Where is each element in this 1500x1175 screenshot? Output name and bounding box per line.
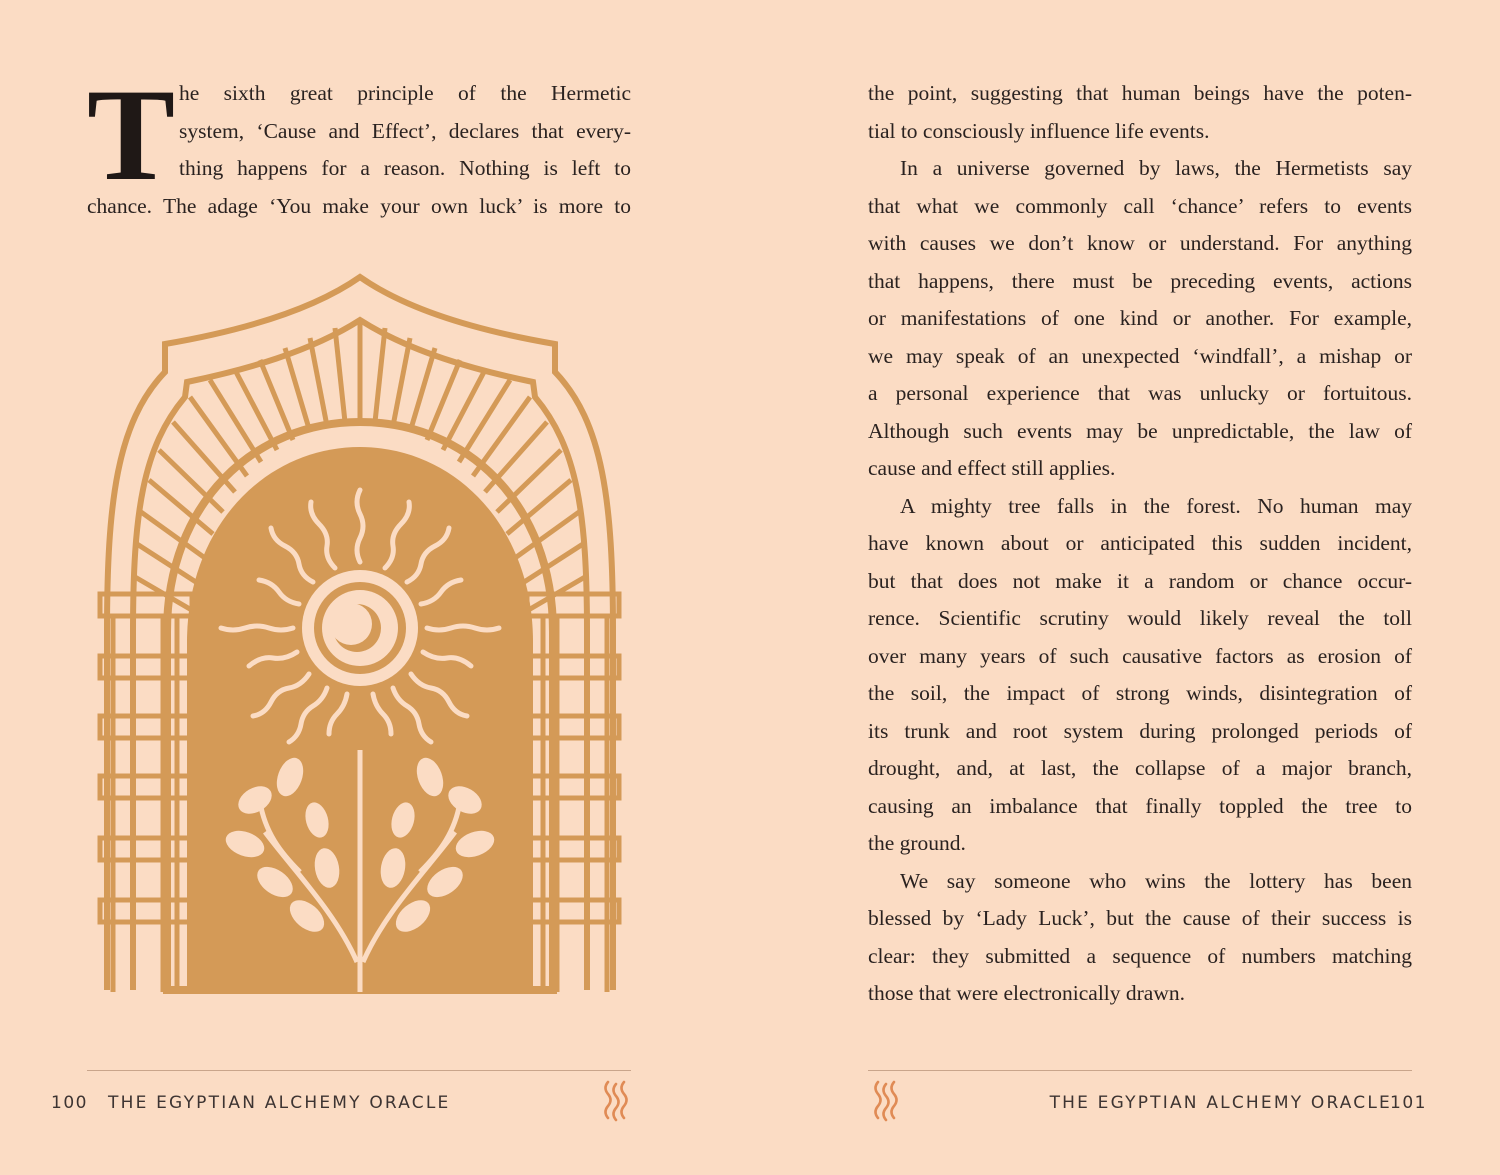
text-line: with causes we don’t know or understand. For anything: [868, 231, 1412, 255]
text-line: over many years of such causative factors as erosion of: [868, 643, 1412, 668]
text-line: Although such events may be unpredictable, the law of: [868, 418, 1412, 443]
page-number: 100: [51, 1093, 88, 1113]
running-title: THE EGYPTIAN ALCHEMY ORACLE: [1049, 1093, 1392, 1113]
text-line: blessed by ‘Lady Luck’, but the cause of their success is: [868, 906, 1412, 930]
text-line: a personal experience that was unlucky or fortuitous.: [868, 381, 1412, 405]
text-line: causing an imbalance that finally toppled the tree to: [868, 793, 1412, 818]
text-line: have known about or anticipated this sudden incident,: [868, 531, 1412, 555]
text-line: the point, suggesting that human beings have the poten-: [868, 81, 1412, 105]
text-line: its trunk and root system during prolonged periods of: [868, 718, 1412, 743]
text-line: system, ‘Cause and Effect’, declares that every-: [179, 118, 631, 143]
text-line: rence. Scientific scrutiny would likely reveal the toll: [868, 606, 1412, 630]
text-line: but that does not make it a random or chance occur-: [868, 568, 1412, 593]
archway-sun-moon-plant-illustration: [95, 272, 625, 998]
text-line: that what we commonly call ‘chance’ refers to events: [868, 193, 1412, 218]
text-line: the ground.: [868, 831, 966, 855]
text-line: chance. The adage ‘You make your own luck’ is more to: [87, 193, 631, 218]
left-body-text: [87, 61, 631, 225]
text-line: those that were electronically drawn.: [868, 981, 1185, 1005]
text-line: that happens, there must be preceding events, actions: [868, 268, 1412, 293]
text-line: drought, and, at last, the collapse of a major branch,: [868, 756, 1412, 780]
text-line: we may speak of an unexpected ‘windfall’, a mishap or: [868, 343, 1412, 368]
drop-cap: T: [87, 61, 176, 208]
text-line: or manifestations of one kind or another. For example,: [868, 306, 1412, 330]
footer-rule: [868, 1070, 1412, 1071]
wavy-glyph-icon: [870, 1078, 900, 1124]
text-line: clear: they submitted a sequence of numbers matching: [868, 943, 1412, 968]
wavy-glyph-icon: [600, 1078, 630, 1124]
footer-rule: [87, 1070, 631, 1071]
text-line: We say someone who wins the lottery has been: [900, 868, 1412, 893]
text-line: thing happens for a reason. Nothing is left to: [179, 156, 631, 180]
text-line: tial to consciously influence life events.: [868, 118, 1210, 143]
page-number: 101: [1390, 1093, 1427, 1113]
text-line: the soil, the impact of strong winds, disintegration of: [868, 681, 1412, 705]
running-title: THE EGYPTIAN ALCHEMY ORACLE: [108, 1093, 451, 1113]
text-line: he sixth great principle of the Hermetic: [179, 81, 631, 105]
right-body-text: [868, 75, 1412, 1013]
text-line: A mighty tree falls in the forest. No human may: [900, 493, 1412, 518]
text-line: cause and effect still applies.: [868, 456, 1116, 480]
text-line: In a universe governed by laws, the Hermetists say: [900, 156, 1412, 180]
right-page: [750, 0, 1500, 1175]
